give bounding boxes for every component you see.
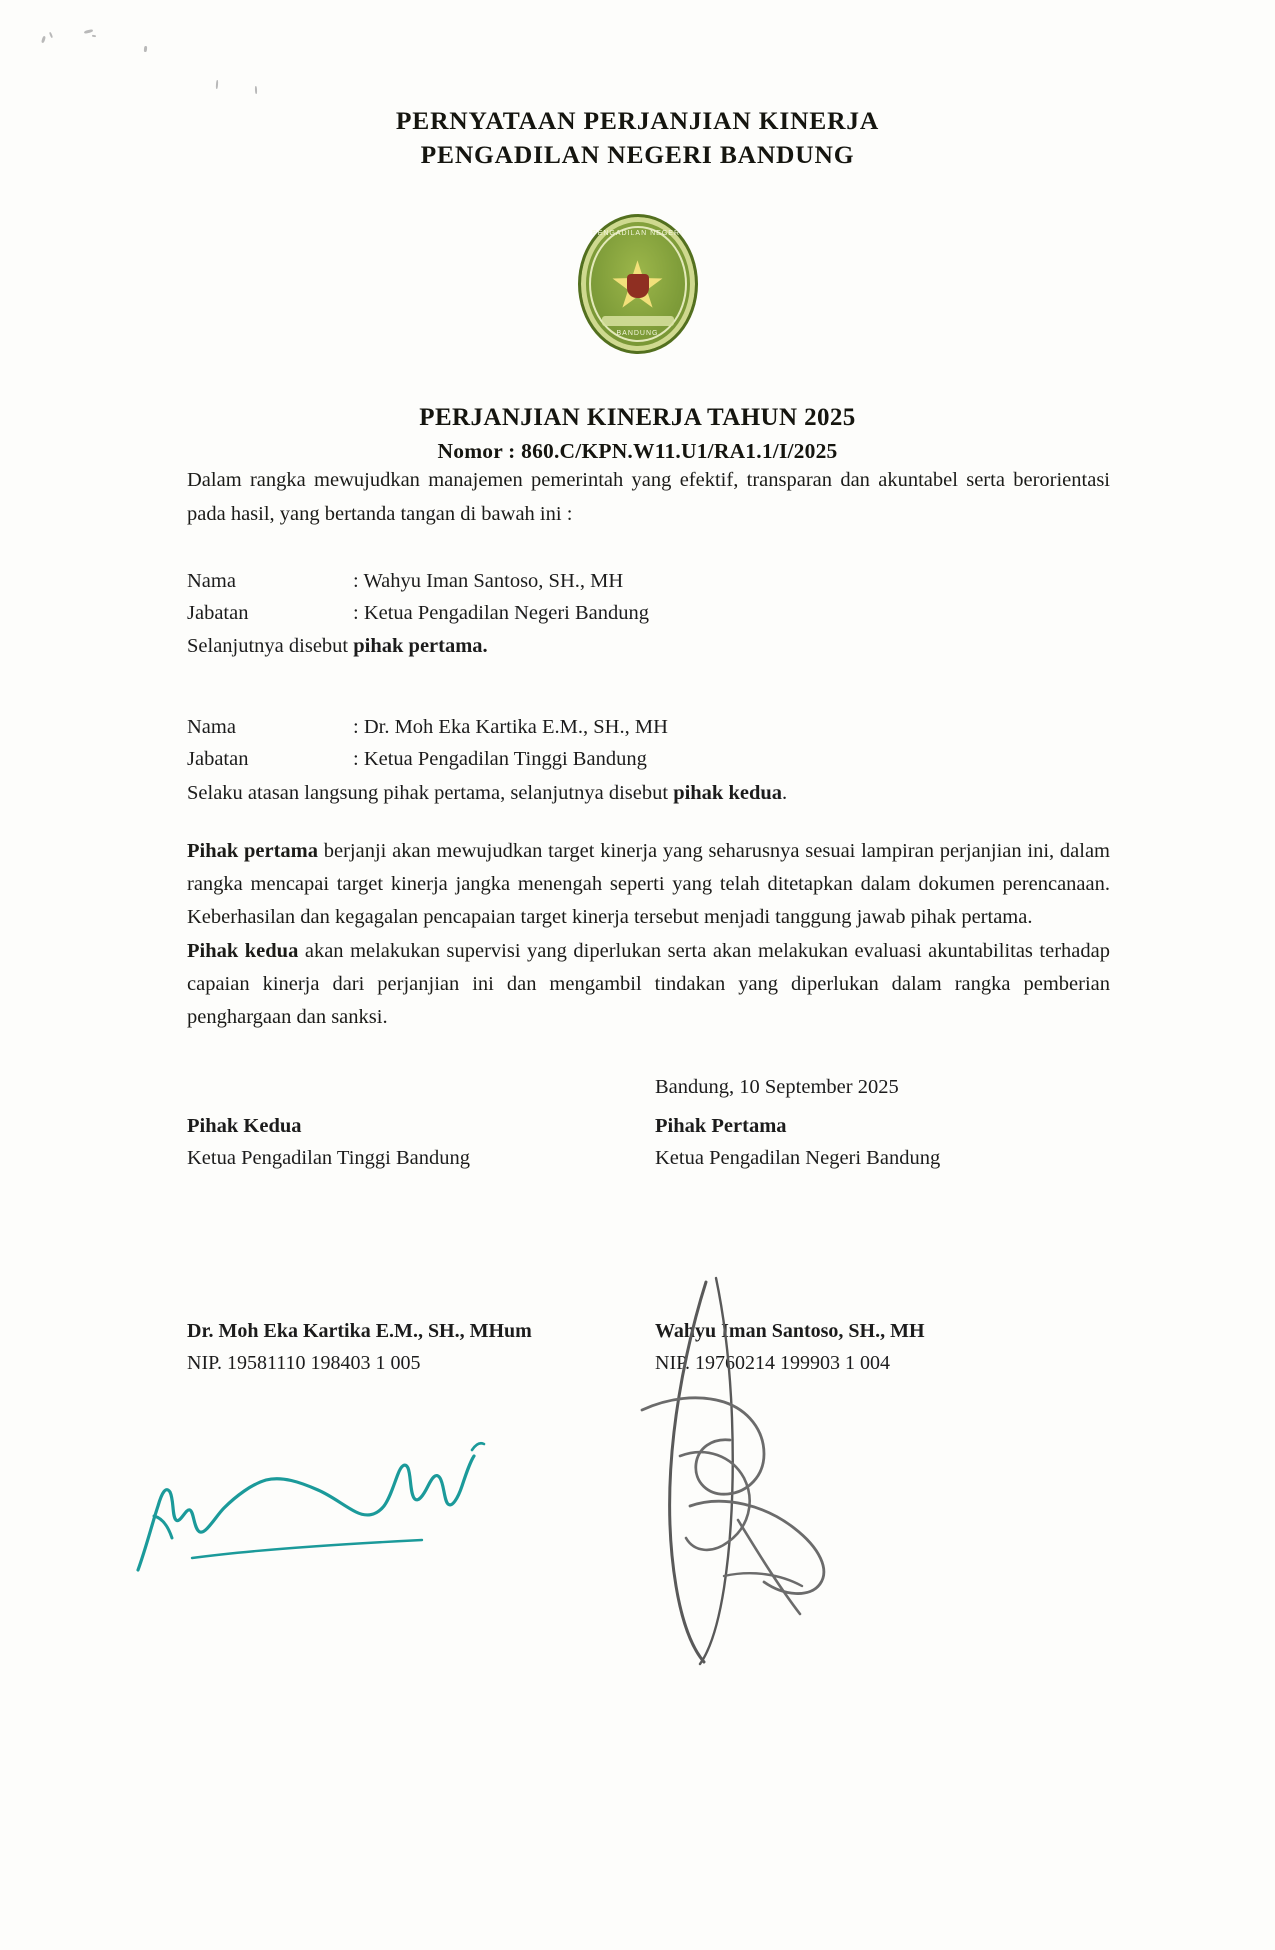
party-two-position-row: [187, 743, 1110, 775]
signature-block-right: [655, 1115, 1123, 1375]
clause-two-text: akan melakukan supervisi yang diperlukan serta akan melakukan evaluasi akuntabilitas terhadap capaian kinerja dari perjanjian ini dan mengambil tindakan yang diperlukan dalam rangka pemberian penghargaan dan sanksi.: [187, 939, 1110, 1028]
clause-one-text: berjanji akan mewujudkan target kinerja yang seharusnya sesuai lampiran perjanjian ini, dalam rangka mencapai target kinerja jangka menengah seperti yang telah ditetapkan dalam dokumen perencanaan. Keberhasilan dan kegagalan pencapaian target kinerja tersebut menjadi tanggung jawab pihak pertama.: [187, 839, 1110, 929]
signature-left-ink-space: [187, 1170, 655, 1320]
party-two-name-value: : Dr. Moh Eka Kartika E.M., SH., MH: [353, 715, 668, 738]
party-one-note-prefix: Selanjutnya disebut: [187, 635, 354, 658]
signature-right-ink-space: [655, 1170, 1123, 1320]
title-line-2: PENGADILAN NEGERI BANDUNG: [420, 140, 855, 170]
party-two-block: [187, 711, 1110, 809]
signature-columns: [187, 1115, 1110, 1375]
subtitle-line-2: Nomor : 860.C/KPN.W11.U1/RA1.1/I/2025: [437, 439, 838, 464]
party-one-block: [187, 565, 1110, 663]
party-one-name-value: : Wahyu Iman Santoso, SH., MH: [353, 569, 624, 592]
signature-block-left: [187, 1115, 655, 1375]
party-two-note-bold: pihak kedua: [673, 781, 783, 804]
party-two-name-label: Nama: [187, 715, 236, 738]
party-one-note: [187, 630, 1110, 662]
clause-one-lead: Pihak pertama: [187, 839, 319, 862]
page-title: [0, 104, 1275, 172]
party-two-position-value: : Ketua Pengadilan Tinggi Bandung: [353, 748, 647, 771]
emblem-text-bottom: BANDUNG: [616, 330, 659, 338]
title-line-1: PERNYATAAN PERJANJIAN KINERJA: [395, 106, 880, 135]
logo-container: [0, 214, 1275, 354]
clause-two-paragraph: [187, 935, 1110, 1035]
signature-left-nip: NIP. 19581110 198403 1 005: [187, 1352, 421, 1375]
signature-area: [165, 1076, 1110, 1375]
document-subtitle: [0, 404, 1275, 464]
emblem-ribbon: [602, 316, 674, 326]
signature-left-name: Dr. Moh Eka Kartika E.M., SH., MHum: [187, 1320, 532, 1343]
intro-paragraph: Dalam rangka mewujudkan manajemen pemerintah yang efektif, transparan dan akuntabel serta berorientasi pada hasil, yang bertanda tangan di bawah ini :: [187, 469, 1110, 525]
court-emblem-icon: [578, 214, 698, 354]
signature-ink-left-icon: [132, 1420, 492, 1580]
party-one-name-row: [187, 565, 1110, 597]
signature-right-nip: NIP. 19760214 199903 1 004: [655, 1352, 891, 1375]
party-two-note: [187, 777, 1110, 809]
party-two-position-label: Jabatan: [187, 748, 249, 771]
document-body: [165, 464, 1110, 1034]
clause-two-lead: Pihak kedua: [187, 939, 299, 962]
signature-right-name: Wahyu Iman Santoso, SH., MH: [655, 1320, 925, 1343]
party-two-note-suffix: .: [782, 781, 788, 804]
signature-left-role: Ketua Pengadilan Tinggi Bandung: [187, 1147, 471, 1170]
signature-right-party-title: Pihak Pertama: [655, 1115, 787, 1138]
party-one-position-row: [187, 597, 1110, 629]
emblem-shield-icon: [627, 274, 649, 298]
party-two-name-row: [187, 711, 1110, 743]
party-two-note-prefix: Selaku atasan langsung pihak pertama, selanjutnya disebut: [187, 781, 674, 804]
party-one-position-value: : Ketua Pengadilan Negeri Bandung: [353, 602, 650, 625]
party-one-name-label: Nama: [187, 569, 236, 592]
subtitle-line-1: PERJANJIAN KINERJA TAHUN 2025: [419, 404, 856, 432]
signature-right-role: Ketua Pengadilan Negeri Bandung: [655, 1147, 941, 1170]
signature-left-party-title: Pihak Kedua: [187, 1115, 302, 1138]
emblem-text-top: PENGADILAN NEGERI: [592, 230, 683, 238]
party-one-position-label: Jabatan: [187, 602, 249, 625]
place-date: Bandung, 10 September 2025: [655, 1076, 899, 1099]
clause-one-paragraph: [187, 835, 1110, 935]
party-one-note-bold: pihak pertama.: [353, 635, 488, 658]
